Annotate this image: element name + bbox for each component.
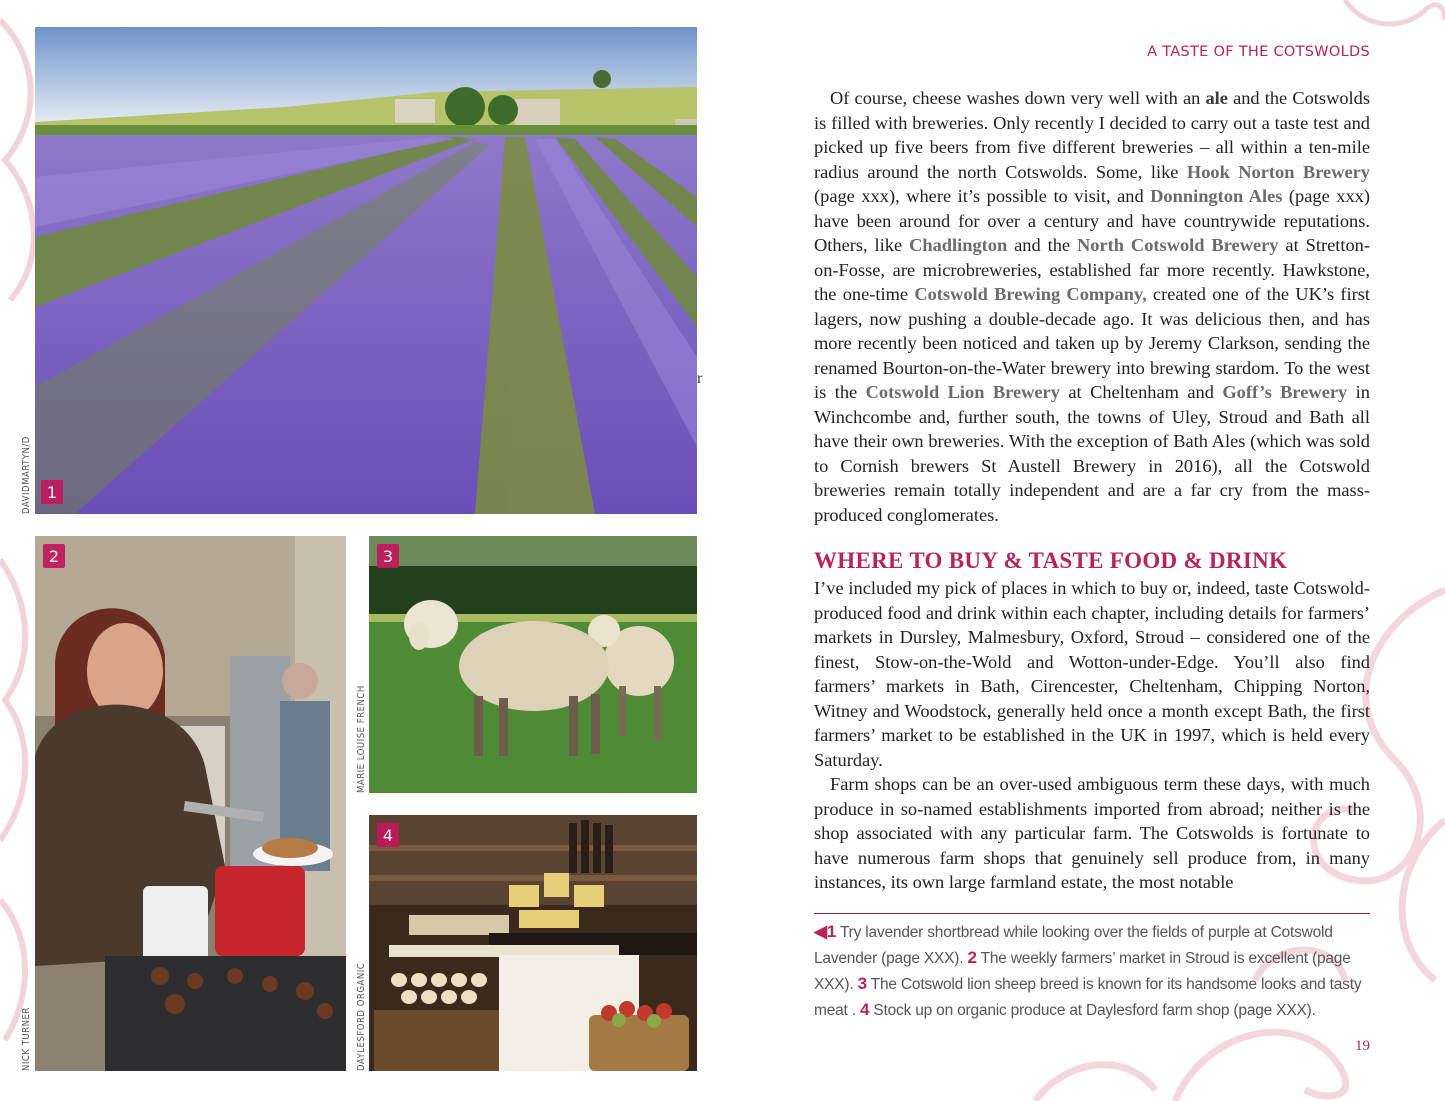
stray-character: r: [697, 370, 703, 387]
photo-credit-2: NICK TURNER: [21, 1007, 32, 1071]
photo-credit-1: DAVIDMARTYN/D: [21, 436, 32, 514]
paragraph-breweries: Of course, cheese washes down very well with an ale and the Cotswolds is filled with breweries. Only recently I decided to carry out a taste test and picked up five beers from five different breweries – all within a ten-mile radius around the north Cotswolds. Some, like Hook Norton Brewery (page xxx), where it’s possible to visit, and Donnington Ales (page xxx) have been around for over a century and have countrywide reputations. Others, like Chadlington and the North Cotswold Brewery at Stretton-on-Fosse, are microbreweries, established far more recently. Hawkstone, the one-time Cotswold Brewing Company, created one of the UK’s first lagers, now pushing a double-decade ago. It was delicious then, and has more recently been noticed and taken up by Jeremy Clarkson, sending the renamed Bourton-on-the-Water brewery into brewing stardom. To the west is the Cotswold Lion Brewery at Cheltenham and Goff’s Brewery in Winchcombe and, further south, the towns of Uley, Stroud and Bath all have their own breweries. With the exception of Bath Ales (which was sold to Cornish brewers St Austell Brewery in 2016), all the Cotswold breweries remain totally independent and are a far cry from the mass-produced conglomerates.: [814, 88, 1371, 525]
photo-number-badge-1: 1: [41, 480, 63, 504]
paragraph-farm-shops: Farm shops can be an over-used ambiguous term these days, with much produce in so-named establishments imported from abroad; neither is the shop associated with any particular farm. The Cotswolds is fortunate to have numerous farm shops that genuinely sell produce from, in many instances, its own large farmland estate, the most notable: [814, 774, 1370, 892]
caption-number: 3: [857, 974, 867, 993]
caption-text: The Cotswold lion sheep breed is known for its handsome looks and tasty meat .: [814, 976, 1362, 1019]
body-text-where-to-buy: [814, 576, 1370, 895]
brewery-name: Cotswold Lion Brewery: [865, 382, 1060, 402]
caption-arrow-icon: ◀: [814, 922, 827, 941]
caption-number: 2: [967, 948, 977, 967]
photo-credit-3: MARIE LOUISE FRENCH: [356, 685, 367, 793]
caption-text: Try lavender shortbread while looking over the fields of purple at Cotswold Lavender (page XXX).: [814, 924, 1333, 967]
lavender-field-image: [35, 27, 697, 514]
photo-farmers-market: [35, 536, 346, 1071]
photo-farm-shop: [369, 815, 697, 1071]
brewery-name: Hook Norton Brewery: [1186, 161, 1370, 182]
caption-number: 1: [826, 922, 837, 941]
photo-number-badge-2: 2: [43, 544, 65, 568]
brewery-name: Donnington Ales: [1150, 186, 1283, 206]
body-text-breweries: [814, 86, 1370, 527]
keyword-ale: ale: [1205, 88, 1228, 108]
caption-text: Stock up on organic produce at Daylesford farm shop (page XXX).: [869, 1002, 1316, 1019]
sheep-image: [369, 536, 697, 793]
brewery-name: Chadlington: [909, 235, 1008, 255]
brewery-name: North Cotswold Brewery: [1077, 235, 1279, 255]
caption-text: The weekly farmers’ market in Stroud is excellent (page XXX).: [814, 950, 1351, 993]
running-head: A TASTE OF THE COTSWOLDS: [1147, 44, 1370, 60]
farm-shop-image: [369, 815, 697, 1071]
photo-captions: [814, 919, 1370, 1023]
paragraph-farmers-markets: I’ve included my pick of places in which to buy or, indeed, taste Cotswold-produced food and drink within each chapter, including details for farmers’ markets in Dursley, Malmesbury, Oxford, Stroud – considered one of the finest, Stow-on-the-Wold and Wotton-under-Edge. You’ll also find farmers’ markets in Bath, Cirencester, Cheltenham, Chipping Norton, Witney and Woodstock, generally held once a month except Bath, the first farmers’ market to be established in the UK in 1997, which is held every Saturday.: [814, 578, 1370, 770]
page-number: 19: [1355, 1038, 1370, 1054]
photo-number-badge-4: 4: [377, 823, 399, 847]
brewery-name: Cotswold Brewing Company,: [914, 284, 1147, 304]
section-heading: WHERE TO BUY & TASTE FOOD & DRINK: [814, 548, 1288, 573]
caption-number: 4: [859, 1000, 870, 1019]
brewery-name: Goff’s Brewery: [1222, 382, 1348, 402]
photo-cotswold-sheep: [369, 536, 697, 793]
farmers-market-image: [35, 536, 346, 1071]
photo-number-badge-3: 3: [377, 544, 399, 568]
photo-credit-4: DAYLESFORD ORGANIC: [356, 962, 367, 1071]
caption-divider: [814, 913, 1370, 914]
photo-lavender-field: [35, 27, 697, 514]
